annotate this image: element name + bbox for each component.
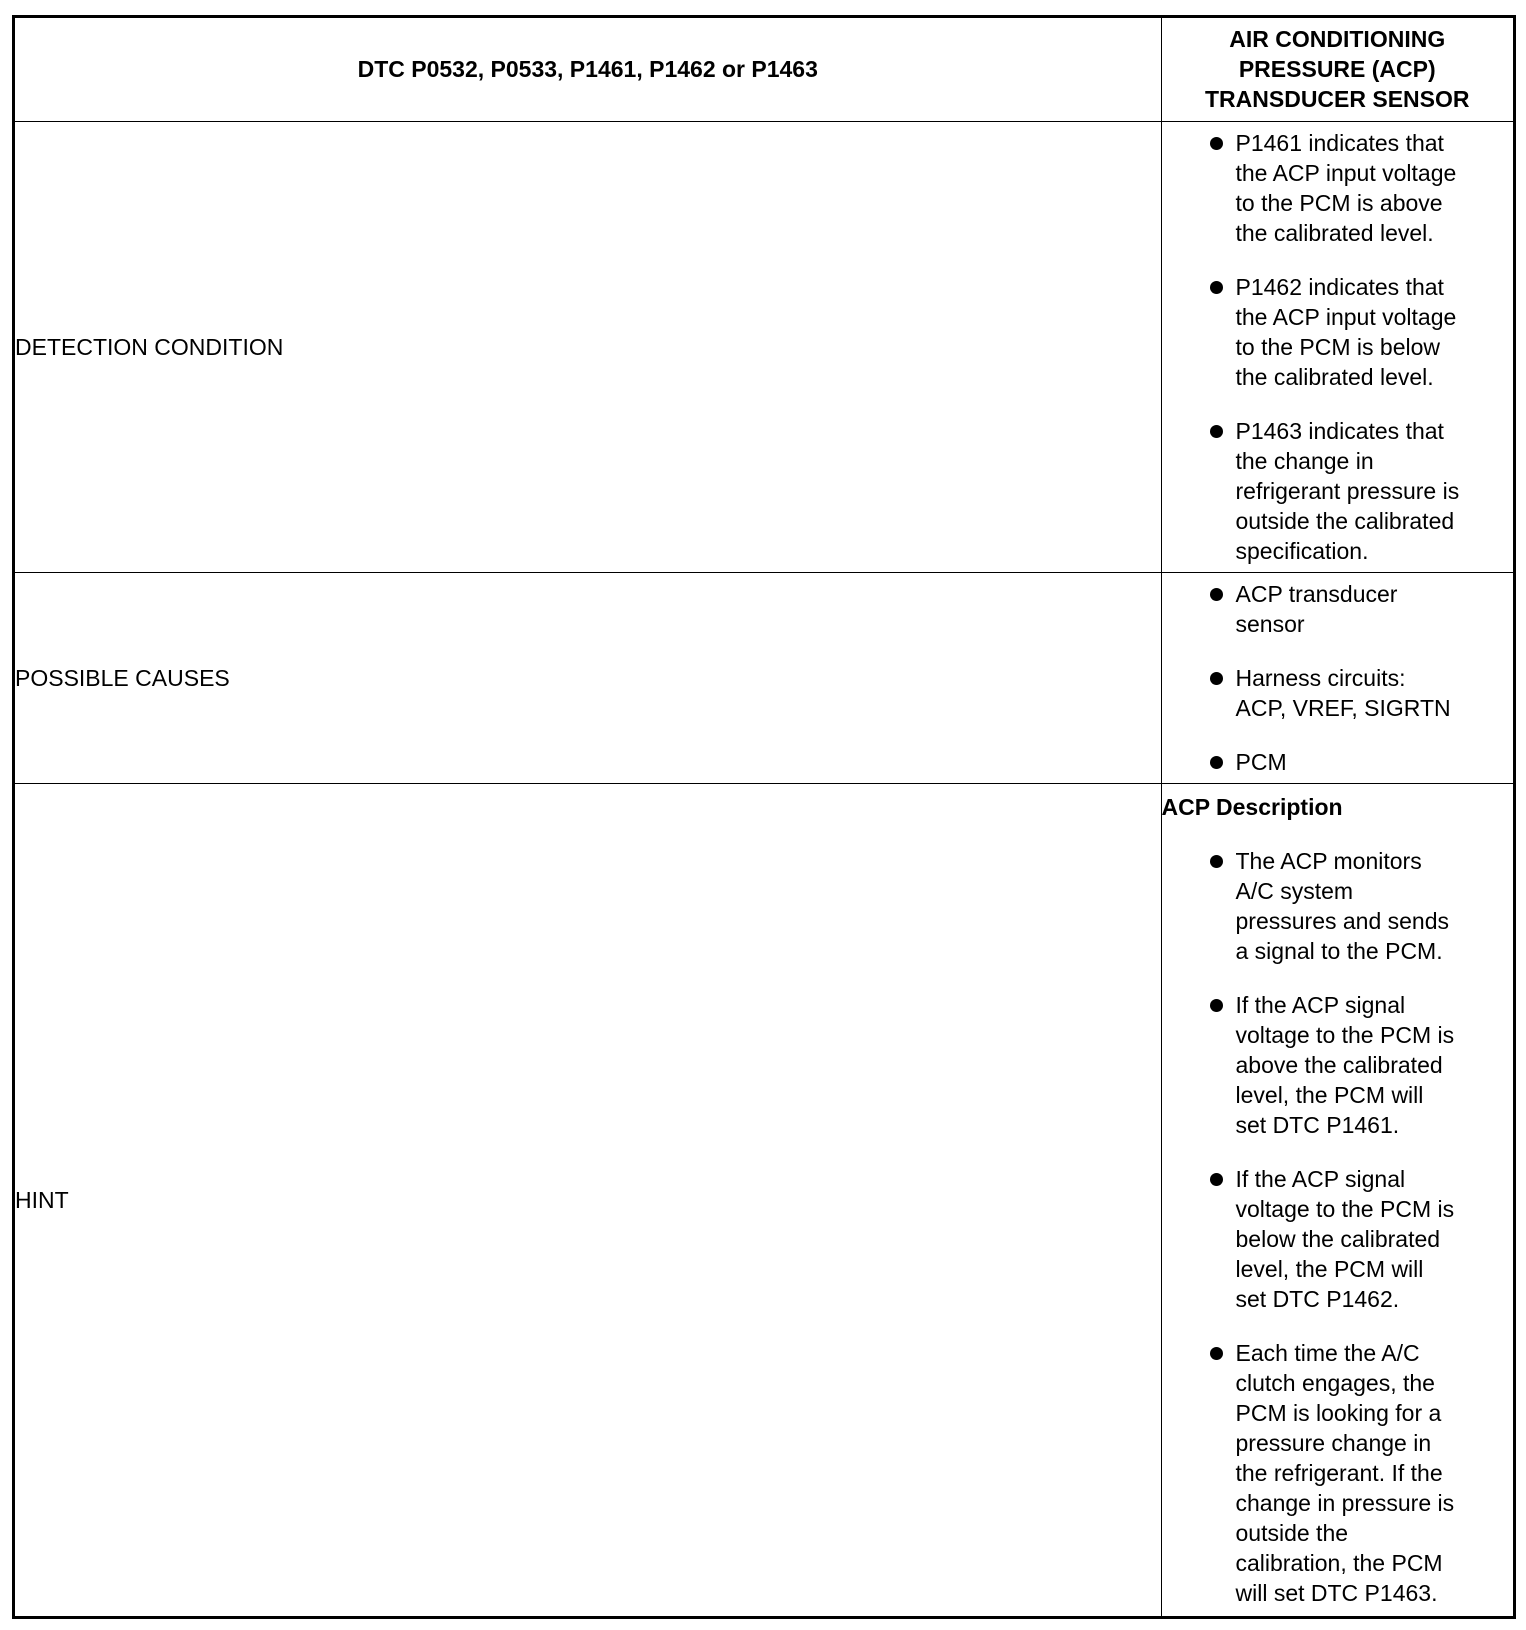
bullet-line: the calibrated level. — [1235, 363, 1434, 390]
header-component-line: PRESSURE (ACP) — [1238, 56, 1436, 83]
bullet-line: level, the PCM will — [1235, 1081, 1424, 1108]
bullet-line: the refrigerant. If the — [1235, 1459, 1443, 1486]
header-component — [1161, 18, 1513, 121]
bullet-line: refrigerant pressure is — [1235, 477, 1460, 504]
possible-causes-label: POSSIBLE CAUSES — [15, 572, 1161, 783]
detection-condition-value — [1161, 121, 1513, 572]
bullet-icon — [1210, 672, 1223, 685]
bullet-line: P1461 indicates that — [1235, 129, 1444, 156]
header-row — [15, 18, 1513, 121]
bullet-line: Each time the A/C — [1235, 1339, 1420, 1366]
bullet-item — [1162, 1338, 1514, 1608]
bullet-item — [1162, 990, 1514, 1140]
detection-condition-label: DETECTION CONDITION — [15, 121, 1161, 572]
bullet-item — [1162, 579, 1514, 639]
bullet-item — [1162, 272, 1514, 392]
bullet-line: PCM — [1235, 748, 1287, 775]
possible-causes-row — [15, 572, 1513, 783]
bullet-line: voltage to the PCM is — [1235, 1021, 1455, 1048]
possible-causes-list — [1162, 579, 1514, 777]
bullet-line: ACP transducer — [1235, 580, 1398, 607]
bullet-item — [1162, 1164, 1514, 1314]
header-component-line: AIR CONDITIONING — [1229, 26, 1446, 53]
bullet-line: If the ACP signal — [1235, 991, 1406, 1018]
possible-causes-value — [1161, 572, 1513, 783]
bullet-icon — [1210, 1173, 1223, 1186]
header-component-line: TRANSDUCER SENSOR — [1204, 86, 1470, 113]
bullet-item — [1162, 846, 1514, 966]
bullet-line: outside the — [1235, 1519, 1349, 1546]
bullet-line: pressures and sends — [1235, 907, 1450, 934]
bullet-line: P1462 indicates that — [1235, 273, 1444, 300]
bullet-line: will set DTC P1463. — [1235, 1579, 1438, 1606]
bullet-line: below the calibrated — [1235, 1225, 1441, 1252]
bullet-line: level, the PCM will — [1235, 1255, 1424, 1282]
dtc-table-frame — [12, 15, 1516, 1619]
bullet-line: outside the calibrated — [1235, 507, 1455, 534]
bullet-icon — [1210, 425, 1223, 438]
bullet-line: voltage to the PCM is — [1235, 1195, 1455, 1222]
bullet-icon — [1210, 137, 1223, 150]
bullet-icon — [1210, 281, 1223, 294]
bullet-line: the ACP input voltage — [1235, 303, 1457, 330]
bullet-item — [1162, 747, 1514, 777]
bullet-line: set DTC P1462. — [1235, 1285, 1400, 1312]
bullet-line: clutch engages, the — [1235, 1369, 1435, 1396]
bullet-icon — [1210, 588, 1223, 601]
bullet-line: P1463 indicates that — [1235, 417, 1444, 444]
bullet-line: to the PCM is below — [1235, 333, 1441, 360]
bullet-icon — [1210, 855, 1223, 868]
bullet-line: to the PCM is above — [1235, 189, 1443, 216]
bullet-line: Harness circuits: — [1235, 664, 1406, 691]
bullet-line: PCM is looking for a — [1235, 1399, 1442, 1426]
bullet-item — [1162, 128, 1514, 248]
bullet-line: calibration, the PCM — [1235, 1549, 1443, 1576]
hint-row — [15, 783, 1513, 1616]
bullet-line: set DTC P1461. — [1235, 1111, 1400, 1138]
bullet-item — [1162, 416, 1514, 566]
bullet-line: ACP, VREF, SIGRTN — [1235, 694, 1451, 721]
bullet-item — [1162, 663, 1514, 723]
bullet-icon — [1210, 1347, 1223, 1360]
acp-description-list — [1162, 846, 1514, 1608]
bullet-line: the calibrated level. — [1235, 219, 1434, 246]
detection-condition-row — [15, 121, 1513, 572]
detection-condition-list — [1162, 128, 1514, 566]
bullet-line: specification. — [1235, 537, 1369, 564]
acp-description-title: ACP Description — [1161, 793, 1343, 820]
bullet-line: the ACP input voltage — [1235, 159, 1457, 186]
bullet-line: If the ACP signal — [1235, 1165, 1406, 1192]
bullet-icon — [1210, 756, 1223, 769]
hint-value — [1161, 783, 1513, 1616]
bullet-icon — [1210, 999, 1223, 1012]
bullet-line: sensor — [1235, 610, 1305, 637]
bullet-line: a signal to the PCM. — [1235, 937, 1443, 964]
bullet-line: The ACP monitors — [1235, 847, 1422, 874]
dtc-table — [15, 18, 1513, 1616]
bullet-line: change in pressure is — [1235, 1489, 1455, 1516]
bullet-line: A/C system — [1235, 877, 1354, 904]
hint-label: HINT — [15, 783, 1161, 1616]
header-dtc-codes: DTC P0532, P0533, P1461, P1462 or P1463 — [15, 18, 1161, 121]
bullet-line: pressure change in — [1235, 1429, 1432, 1456]
bullet-line: above the calibrated — [1235, 1051, 1443, 1078]
bullet-line: the change in — [1235, 447, 1374, 474]
